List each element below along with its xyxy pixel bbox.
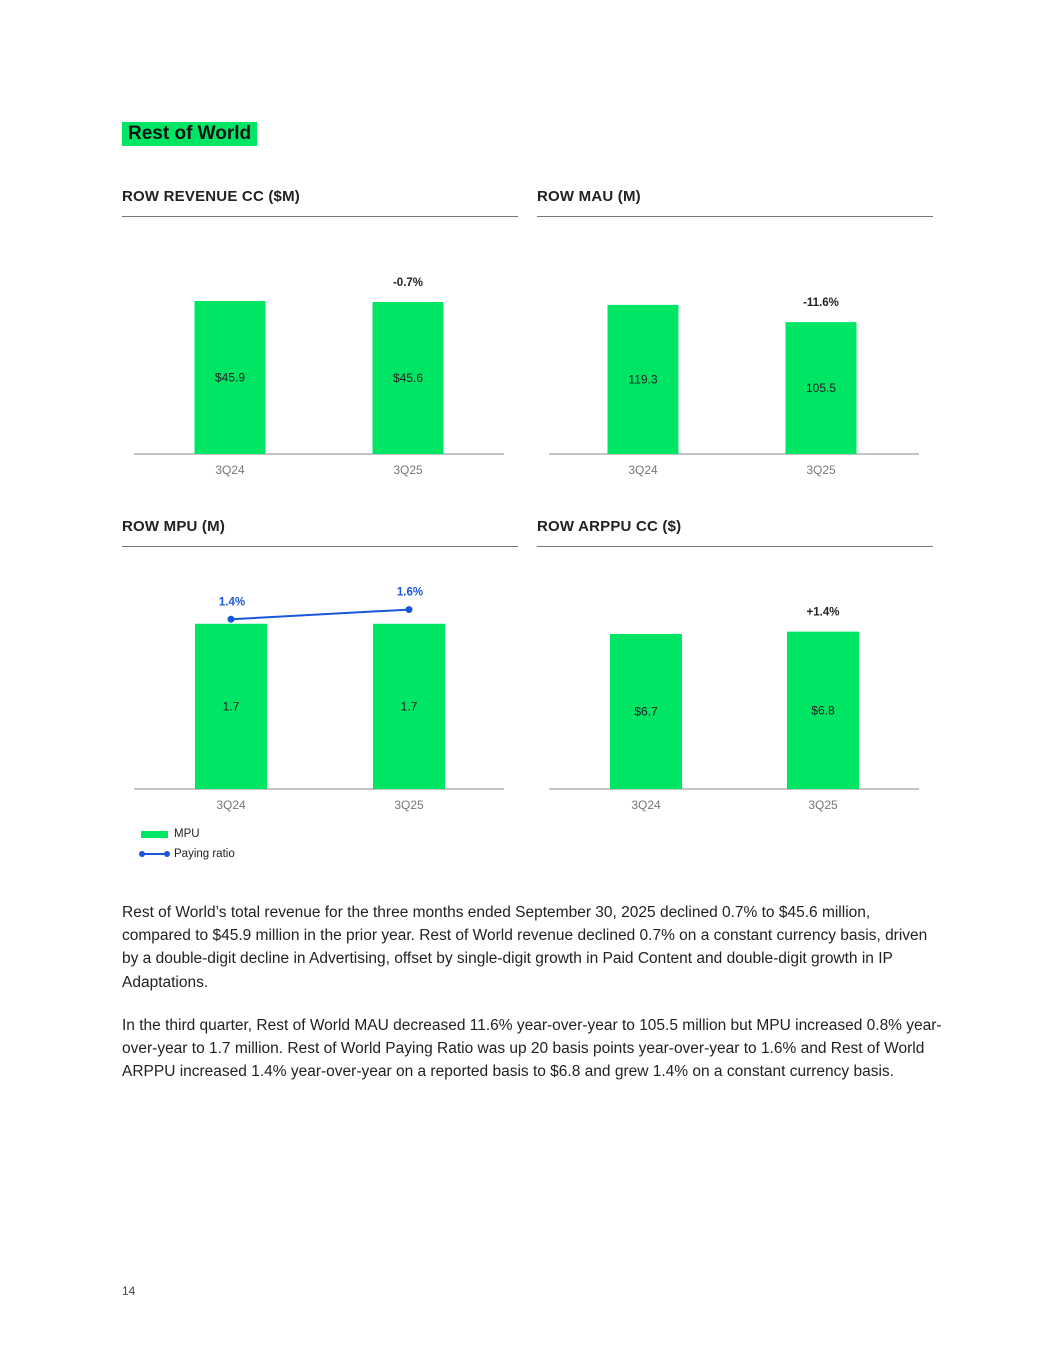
- mau-chart-panel: [537, 186, 933, 487]
- arppu-tick-label: 3Q25: [808, 798, 838, 812]
- mpu-value-label: 1.7: [222, 699, 240, 714]
- revenue-change-label: -0.7%: [392, 277, 424, 289]
- mau-value-label: 105.5: [805, 381, 837, 396]
- mau-chart: [537, 217, 933, 487]
- legend-bar-swatch: [141, 831, 168, 838]
- legend-item-mpu: [141, 824, 235, 844]
- arppu-change-label: +1.4%: [806, 606, 840, 619]
- paying-ratio-label: 1.4%: [218, 596, 246, 609]
- mau-tick-label: 3Q24: [628, 463, 658, 477]
- mpu-chart-panel: [122, 516, 518, 822]
- paying-ratio-point: [228, 616, 235, 623]
- paying-ratio-label: 1.6%: [396, 586, 424, 599]
- legend-line-swatch: [141, 853, 168, 855]
- legend-label-mpu: MPU: [174, 828, 200, 840]
- mpu-tick-label: 3Q25: [394, 798, 424, 812]
- revenue-chart-panel: [122, 186, 518, 487]
- mau-chart-title: ROW MAU (M): [537, 188, 641, 205]
- revenue-tick-label: 3Q25: [393, 463, 423, 477]
- page-number: 14: [122, 1284, 136, 1298]
- mpu-chart-title: ROW MPU (M): [122, 518, 226, 535]
- mau-change-label: -11.6%: [803, 297, 839, 310]
- arppu-tick-label: 3Q24: [631, 798, 661, 812]
- mau-value-label: 119.3: [628, 372, 658, 387]
- revenue-chart: [122, 217, 518, 487]
- arppu-chart-title: ROW ARPPU CC ($): [537, 518, 682, 535]
- legend-item-paying-ratio: [141, 844, 235, 864]
- arppu-value-label: $6.8: [811, 703, 835, 718]
- section-title: Rest of World: [122, 122, 257, 146]
- arppu-chart: [537, 547, 933, 822]
- paragraph-revenue: Rest of World’s total revenue for the three months ended September 30, 2025 declined 0.7% to $45.6 million, compared to $45.9 million in the prior year. Rest of World revenue declined 0.7% on a constant currency basis, driven by a double-digit decline in Advertising, offset by single-digit growth in Paid Content and double-digit growth in IP Adaptations.: [122, 904, 928, 991]
- paying-ratio-line: [231, 610, 409, 620]
- mau-tick-label: 3Q25: [806, 463, 836, 477]
- paying-ratio-point: [406, 606, 413, 613]
- arppu-chart-panel: [537, 516, 933, 822]
- revenue-value-label: $45.6: [392, 371, 424, 385]
- mpu-chart: [122, 547, 518, 822]
- mpu-chart-legend: [141, 824, 235, 864]
- revenue-tick-label: 3Q24: [215, 463, 245, 477]
- revenue-value-label: $45.9: [214, 370, 246, 385]
- mpu-tick-label: 3Q24: [216, 798, 246, 812]
- revenue-chart-title: ROW REVENUE CC ($M): [122, 188, 300, 205]
- arppu-value-label: $6.7: [634, 704, 658, 719]
- paragraph-users: In the third quarter, Rest of World MAU decreased 11.6% year-over-year to 105.5 million but MPU increased 0.8% year-over-year to 1.7 million. Rest of World Paying Ratio was up 20 basis points year-over-year to 1.6% and Rest of World ARPPU increased 1.4% year-over-year on a reported basis to $6.8 and grew 1.4% on a constant currency basis.: [122, 1017, 942, 1081]
- legend-label-paying-ratio: Paying ratio: [174, 848, 235, 860]
- mpu-value-label: 1.7: [400, 699, 418, 714]
